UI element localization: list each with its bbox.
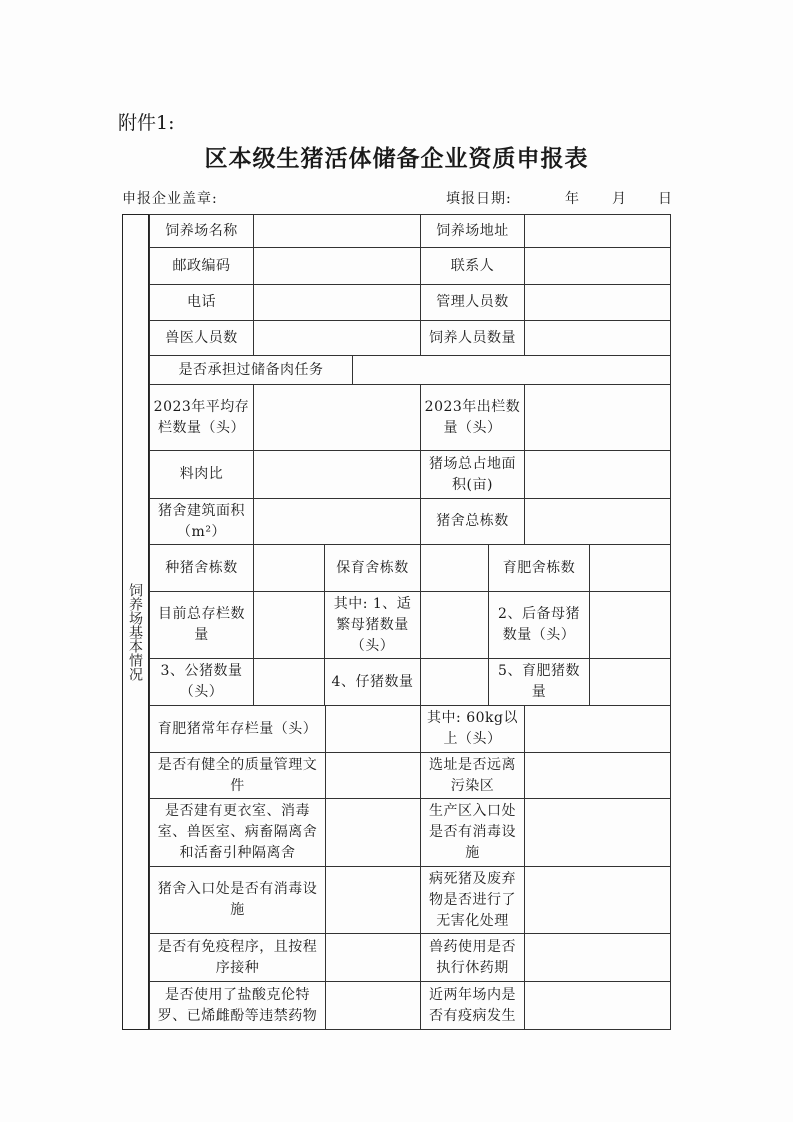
label-managers: 管理人员数 [420, 284, 525, 321]
label-fattening-buildings: 育肥舍栋数 [488, 544, 590, 592]
input-postal-code[interactable] [253, 247, 421, 285]
input-dead-pigs[interactable] [524, 866, 671, 934]
label-reserve-sows: 2、后备母猪数量（头） [488, 591, 590, 659]
input-breeders[interactable] [524, 320, 671, 356]
label-contact: 联系人 [420, 247, 525, 285]
input-withdrawal[interactable] [524, 933, 671, 982]
label-vets: 兽医人员数 [149, 320, 254, 356]
label-nursery-buildings: 保育舍栋数 [324, 544, 421, 592]
label-banned-drugs: 是否使用了盐酸克伦特罗、已烯雌酚等违禁药物 [149, 981, 326, 1030]
label-phone: 电话 [149, 284, 254, 321]
input-vets[interactable] [253, 320, 421, 356]
input-contact[interactable] [524, 247, 671, 285]
input-boars[interactable] [253, 658, 325, 706]
label-production-entry: 生产区入口处是否有消毒设施 [420, 798, 525, 867]
label-facilities: 是否建有更衣室、消毒室、兽医室、病畜隔离舍和活畜引种隔离舍 [149, 798, 326, 867]
input-farm-name[interactable] [253, 214, 421, 248]
input-land-area[interactable] [524, 450, 671, 499]
input-fattening-stock[interactable] [325, 705, 421, 753]
label-quality-docs: 是否有健全的质量管理文件 [149, 752, 326, 799]
label-building-area: 猪舍建筑面积（m²） [149, 498, 254, 545]
input-building-area[interactable] [253, 498, 421, 545]
input-immunization[interactable] [325, 933, 421, 982]
day-label: 日 [658, 191, 672, 207]
label-epidemic: 近两年场内是否有疫病发生 [420, 981, 525, 1030]
label-over-60kg: 其中: 60kg以上（头） [420, 705, 525, 753]
fill-date-label: 填报日期: [446, 191, 512, 207]
input-managers[interactable] [524, 284, 671, 321]
side-label: 饲养场基本情况 [127, 583, 143, 681]
input-sows[interactable] [420, 591, 489, 659]
input-epidemic[interactable] [524, 981, 671, 1030]
label-fattening-pigs: 5、育肥猪数量 [488, 658, 590, 706]
input-facilities[interactable] [325, 798, 421, 867]
label-total-buildings: 猪舍总栋数 [420, 498, 525, 545]
year-label: 年 [565, 191, 579, 207]
input-out-2023[interactable] [524, 384, 671, 451]
input-total-buildings[interactable] [524, 498, 671, 545]
input-farm-address[interactable] [524, 214, 671, 248]
input-production-entry[interactable] [524, 798, 671, 867]
label-reserve-task: 是否承担过储备肉任务 [149, 355, 353, 385]
input-current-stock[interactable] [253, 591, 325, 659]
input-house-entry[interactable] [325, 866, 421, 934]
input-feed-ratio[interactable] [253, 450, 421, 499]
input-breeding-buildings[interactable] [253, 544, 325, 592]
label-breeding-buildings: 种猪舍栋数 [149, 544, 254, 592]
input-over-60kg[interactable] [524, 705, 671, 753]
label-land-area: 猪场总占地面积(亩) [420, 450, 525, 499]
label-boars: 3、公猪数量（头） [149, 658, 254, 706]
label-fattening-stock: 育肥猪常年存栏量（头） [149, 705, 326, 753]
input-reserve-task[interactable] [352, 355, 671, 385]
label-withdrawal: 兽药使用是否执行休药期 [420, 933, 525, 982]
label-dead-pigs: 病死猪及废弃物是否进行了无害化处理 [420, 866, 525, 934]
label-site-pollution: 选址是否远离污染区 [420, 752, 525, 799]
input-fattening-pigs[interactable] [589, 658, 671, 706]
attachment-label: 附件1: [118, 112, 175, 134]
label-farm-name: 饲养场名称 [149, 214, 254, 248]
input-quality-docs[interactable] [325, 752, 421, 799]
label-postal-code: 邮政编码 [149, 247, 254, 285]
input-site-pollution[interactable] [524, 752, 671, 799]
input-avg-stock-2023[interactable] [253, 384, 421, 451]
input-piglets[interactable] [420, 658, 489, 706]
label-house-entry: 猪舍入口处是否有消毒设施 [149, 866, 326, 934]
input-banned-drugs[interactable] [325, 981, 421, 1030]
form-title: 区本级生猪活体储备企业资质申报表 [204, 145, 589, 172]
label-sows: 其中: 1、适繁母猪数量（头） [324, 591, 421, 659]
side-label-cell [122, 214, 149, 1030]
input-fattening-buildings[interactable] [589, 544, 671, 592]
input-nursery-buildings[interactable] [420, 544, 489, 592]
label-avg-stock-2023: 2023年平均存栏数量（头） [149, 384, 254, 451]
label-out-2023: 2023年出栏数量（头） [420, 384, 525, 451]
input-reserve-sows[interactable] [589, 591, 671, 659]
input-phone[interactable] [253, 284, 421, 321]
label-current-stock: 目前总存栏数量 [149, 591, 254, 659]
label-immunization: 是否有免疫程序，且按程序接种 [149, 933, 326, 982]
month-label: 月 [612, 191, 626, 207]
label-breeders: 饲养人员数量 [420, 320, 525, 356]
stamp-label: 申报企业盖章: [122, 191, 218, 207]
label-farm-address: 饲养场地址 [420, 214, 525, 248]
label-piglets: 4、仔猪数量 [324, 658, 421, 706]
label-feed-ratio: 料肉比 [149, 450, 254, 499]
